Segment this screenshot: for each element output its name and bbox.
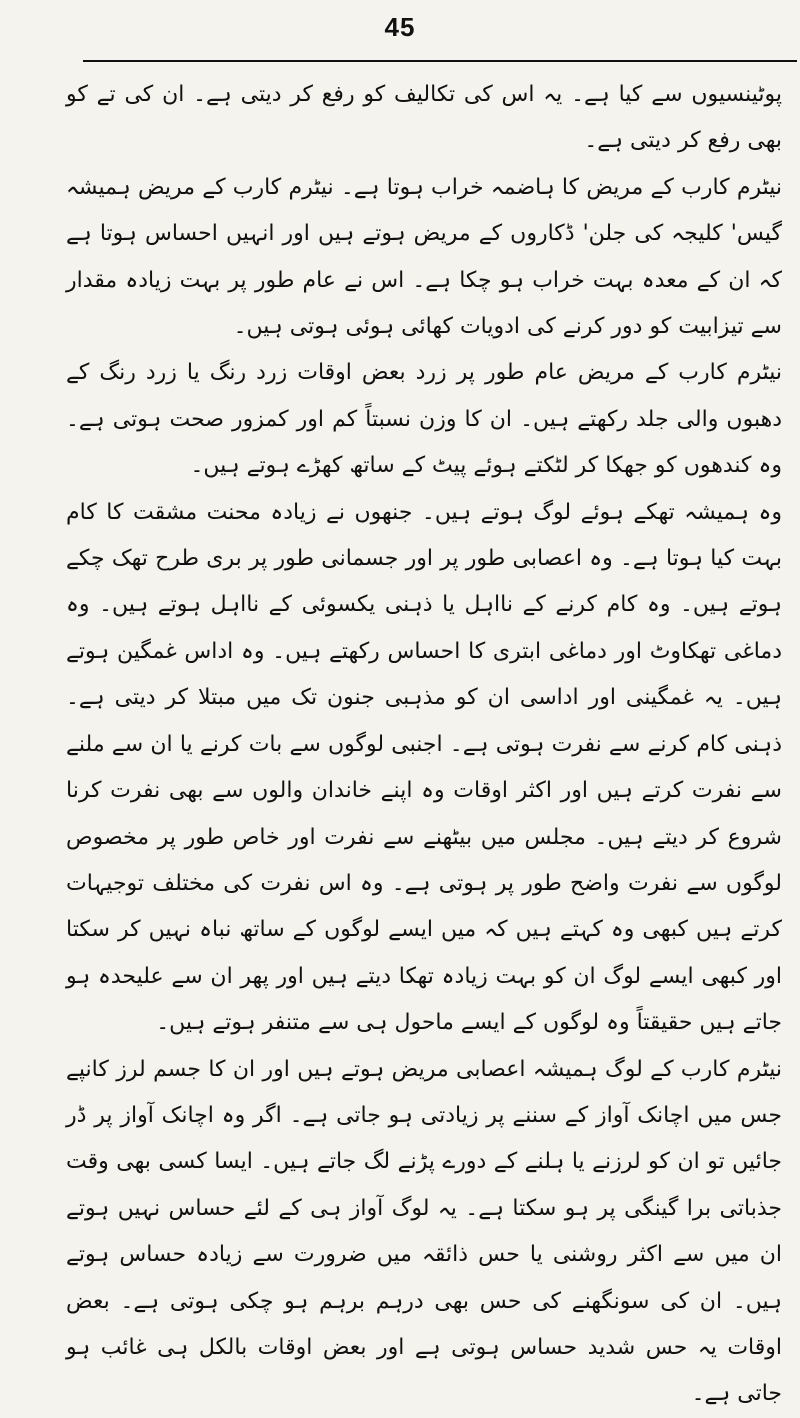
paragraph-2: نیٹرم کارب کے مریض کا ہاضمہ خراب ہوتا ہے۔ نیٹرم کارب کے مریض ہمیشہ گیس' کلیجہ کی جلن' ڈکاروں کے مریض ہوتے ہیں اور انہیں احساس ہوتا ہے کہ ان کے معدہ بہت خراب ہو چکا ہے۔ اس نے عام طور پر بہت زیادہ مقدار سے تیزابیت کو دور کرنے کی ادویات کھائی ہوئی ہوتی ہیں۔ xyxy=(66,174,782,340)
paragraph-5: نیٹرم کارب کے لوگ ہمیشہ اعصابی مریض ہوتے ہیں اور ان کا جسم لرز کانپے جس میں اچانک آواز کے سننے پر زیادتی ہو جاتی ہے۔ اگر وہ اچانک آواز پر ڈر جائیں تو ان کو لرزنے یا ہلنے کے دورے پڑنے لگ جاتے ہیں۔ ایسا کسی بھی وقت جذباتی برا گینگی پر ہو سکتا ہے۔ یہ لوگ آواز ہی کے لئے حساس نہیں ہوتے ان میں سے اکثر روشنی یا حس ذائقہ میں ضرورت سے زیادہ حساس ہوتے ہیں۔ ان کی سونگھنے کی حس بھی درہم برہم ہو چکی ہوتی ہے۔ بعض اوقات یہ حس شدید حساس ہوتی ہے اور بعض اوقات بالکل ہی غائب ہو جاتی ہے۔ xyxy=(66,1056,782,1407)
paragraph-4: وہ ہمیشہ تھکے ہوئے لوگ ہوتے ہیں۔ جنھوں نے زیادہ محنت مشقت کا کام بہت کیا ہوتا ہے۔ وہ اعصابی طور پر اور جسمانی طور پر بری طرح تھک چکے ہوتے ہیں۔ وہ کام کرنے کے نااہل یا ذہنی یکسوئی کے نااہل ہوتے ہیں۔ وہ دماغی تھکاوٹ اور دماغی ابتری کا احساس رکھتے ہیں۔ وہ اداس غمگین ہوتے ہیں۔ یہ غمگینی اور اداسی ان کو مذہبی جنون تک میں مبتلا کر دیتی ہے۔ ذہنی کام کرنے سے نفرت ہوتی ہے۔ اجنبی لوگوں سے بات کرنے یا ان سے ملنے سے نفرت کرتے ہیں اور اکثر اوقات وہ اپنے خاندان والوں سے بھی نفرت کرنا شروع کر دیتے ہیں۔ مجلس میں بیٹھنے سے نفرت اور خاص طور پر مخصوص لوگوں سے نفرت واضح طور پر ہوتی ہے۔ وہ اس نفرت کی مختلف توجیہات کرتے ہیں کبھی وہ کہتے ہیں کہ میں ایسے لوگوں کے ساتھ نباہ نہیں کر سکتا اور کبھی ایسے لوگ ان کو بہت زیادہ تھکا دیتے ہیں اور پھر ان سے علیحدہ ہو جاتے ہیں حقیقتاً وہ لوگوں کے ایسے ماحول ہی سے متنفر ہوتے ہیں۔ xyxy=(66,499,782,1036)
paragraph-3: نیٹرم کارب کے مریض عام طور پر زرد بعض اوقات زرد رنگ یا زرد رنگ کے دھبوں والی جلد رکھتے ہیں۔ ان کا وزن نسبتاً کم اور کمزور صحت ہوتی ہے۔ وہ کندھوں کو جھکا کر لٹکتے ہوئے پیٹ کے ساتھ کھڑے ہوتے ہیں۔ xyxy=(66,360,782,479)
page-body xyxy=(66,72,782,1418)
header-rule xyxy=(83,60,797,62)
paragraph-1: پوٹینسیوں سے کیا ہے۔ یہ اس کی تکالیف کو رفع کر دیتی ہے۔ ان کی تے کو بھی رفع کر دیتی ہے۔ xyxy=(66,82,782,154)
page-number: 45 xyxy=(384,12,416,42)
